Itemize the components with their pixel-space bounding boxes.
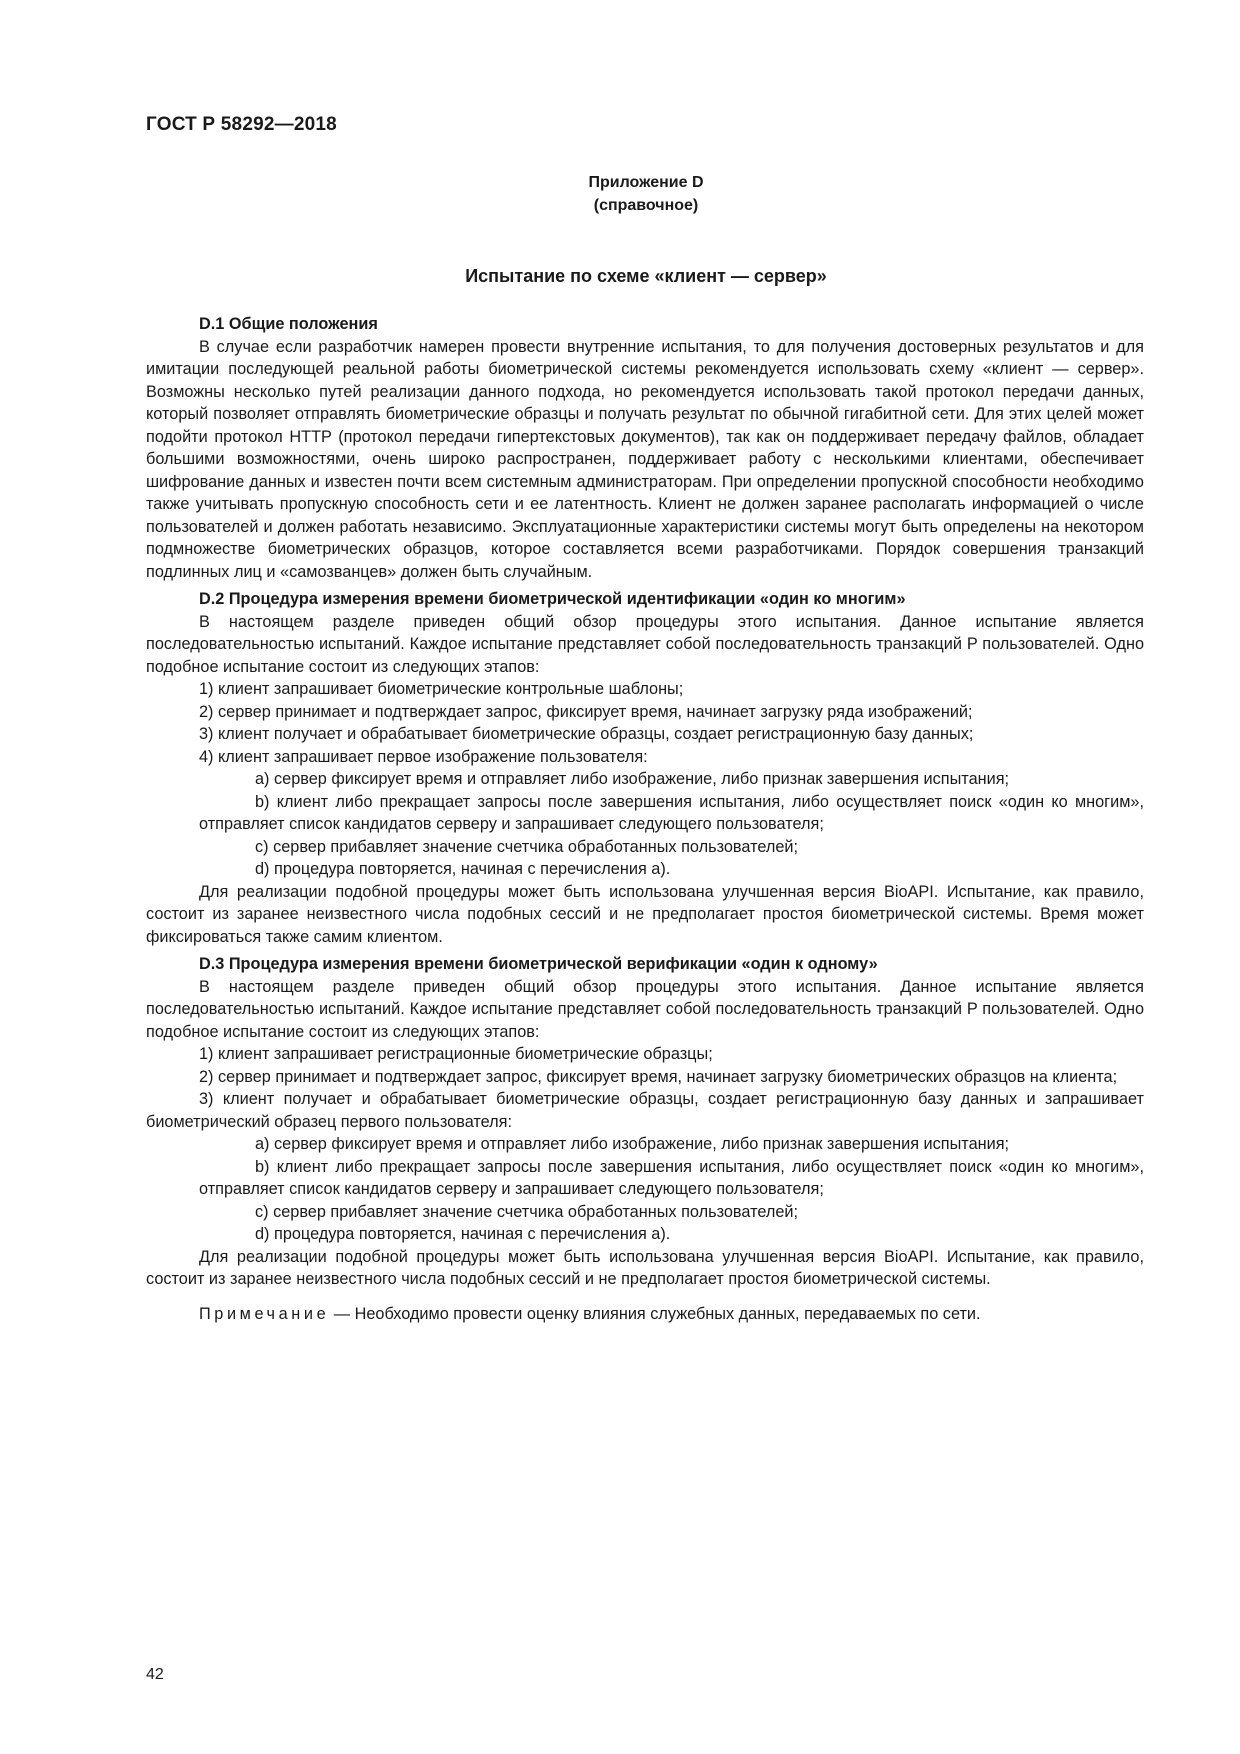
section-text-d1: В случае если разработчик намерен провести внутренние испытания, то для получения достоверных результатов и для имитации последующей реальной работы биометрической системы рекомендуется использовать схему «клиент — сервер». Возможны несколько путей реализации данного подхода, но рекомендуется использовать такой протокол передачи данных, который позволяет отправлять биометрические образцы и получать результат по обычной гигабитной сети. Для этих целей может подойти протокол HTTP (протокол передачи гипертекстовых документов), так как он поддерживает передачу файлов, обладает большими возможностями, очень широко распространен, поддерживает работу с несколькими клиентами, обеспечивает шифрование данных и известен почти всем системным администраторам. При определении пропускной способности необходимо также учитывать пропускную способность сети и ее латентность. Клиент не должен заранее располагать информацией о числе пользователей и должен работать независимо. Эксплуатационные характеристики системы могут быть определены на некотором подмножестве биометрических образцов, которое составляется всеми разработчиками. Порядок совершения транзакций подлинных лиц и «самозванцев» должен быть случайным.	[146, 337, 1144, 581]
section-intro-d2: В настоящем разделе приведен общий обзор процедуры этого испытания. Данное испытание является последовательностью испытаний. Каждое испытание представляет собой последовательность транзакций P пользователей. Одно подобное испытание состоит из следующих этапов:	[146, 612, 1144, 676]
section-heading-d2: D.2 Процедура измерения времени биометрической идентификации «один ко многим»	[199, 590, 906, 608]
page-number: 42	[146, 1666, 164, 1683]
list-item: 4) клиент запрашивает первое изображение пользователя:	[199, 747, 648, 766]
appendix-title: Приложение D	[588, 174, 704, 191]
list-item: 3) клиент получает и обрабатывает биометрические образцы, создает регистрационную базу данных;	[199, 725, 974, 743]
note-text: Необходимо провести оценку влияния служебных данных, передаваемых по сети.	[354, 1304, 981, 1323]
sub-list-item: b) клиент либо прекращает запросы после завершения испытания, либо осуществляет поиск «один ко многим», отправляет список кандидатов серверу и запрашивает следующего пользователя;	[199, 1157, 1144, 1198]
list-item: 3) клиент получает и обрабатывает биометрические образцы, создает регистрационную базу данных и запрашивает биометрический образец первого пользователя:	[146, 1090, 1144, 1131]
sub-list-item: c) сервер прибавляет значение счетчика обработанных пользователей;	[255, 837, 799, 856]
sub-list-item: c) сервер прибавляет значение счетчика обработанных пользователей;	[255, 1202, 799, 1221]
sub-list-item: a) сервер фиксирует время и отправляет либо изображение, либо признак завершения испытания;	[255, 1135, 1010, 1153]
appendix-heading: Испытание по схеме «клиент — сервер»	[465, 266, 827, 286]
sub-list-item: d) процедура повторяется, начиная с перечисления a).	[255, 1225, 671, 1243]
list-item: 1) клиент запрашивает регистрационные биометрические образцы;	[199, 1045, 713, 1063]
note-label: Примечание	[199, 1304, 330, 1323]
list-item: 1) клиент запрашивает биометрические контрольные шаблоны;	[199, 680, 684, 698]
section-heading-d3: D.3 Процедура измерения времени биометрической верификации «один к одному»	[199, 955, 878, 973]
appendix-kind: (справочное)	[593, 197, 699, 214]
sub-list-item: b) клиент либо прекращает запросы после завершения испытания, либо осуществляет поиск «один ко многим», отправляет список кандидатов серверу и запрашивает следующего пользователя;	[199, 792, 1144, 833]
list-item: 2) сервер принимает и подтверждает запрос, фиксирует время, начинает загрузку биометрических образцов на клиента;	[199, 1067, 1118, 1086]
section-heading-d1: D.1 Общие положения	[199, 315, 378, 333]
note	[146, 1303, 1144, 1326]
list-item: 2) сервер принимает и подтверждает запрос, фиксирует время, начинает загрузку ряда изображений;	[199, 702, 973, 721]
sub-list-item: d) процедура повторяется, начиная с перечисления a).	[255, 860, 671, 878]
sub-list-item: a) сервер фиксирует время и отправляет либо изображение, либо признак завершения испытания;	[255, 770, 1010, 788]
document-code: ГОСТ Р 58292—2018	[146, 114, 337, 135]
section-intro-d3: В настоящем разделе приведен общий обзор процедуры этого испытания. Данное испытание является последовательностью испытаний. Каждое испытание представляет собой последовательность транзакций P пользователей. Одно подобное испытание состоит из следующих этапов:	[146, 977, 1144, 1041]
section-closing-d2: Для реализации подобной процедуры может быть использована улучшенная версия BioAPI. Испытание, как правило, состоит из заранее неизвестного числа подобных сессий и не предполагает простоя биометрической системы. Время может фиксироваться также самим клиентом.	[146, 882, 1144, 946]
section-closing-d3: Для реализации подобной процедуры может быть использована улучшенная версия BioAPI. Испытание, как правило, состоит из заранее неизвестного числа подобных сессий и не предполагает простоя биометрической системы.	[146, 1247, 1144, 1288]
document-body	[146, 313, 1144, 1325]
note-separator: —	[329, 1304, 355, 1323]
